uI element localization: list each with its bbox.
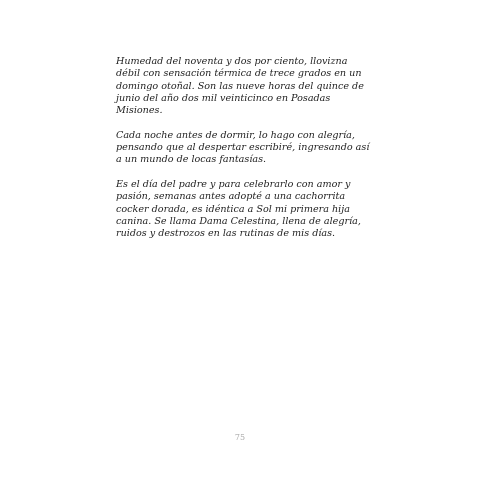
body-text — [116, 56, 370, 240]
page-number: 75 — [234, 433, 246, 442]
paragraph-3 — [116, 179, 366, 240]
paragraph-line: cocker dorada, es idéntica a Sol mi primera hija — [116, 203, 350, 215]
paragraph-line: ruidos y destrozos en las rutinas de mis días. — [116, 228, 336, 240]
paragraph-line: canina. Se llama Dama Celestina, llena de alegría, — [116, 215, 361, 227]
paragraph-2 — [116, 129, 370, 167]
paragraph-line: débil con sensación térmica de trece grados en un — [116, 68, 362, 80]
paragraph-line: Humedad del noventa y dos por ciento, llovizna — [116, 56, 348, 67]
paragraph-1 — [116, 56, 366, 117]
paragraph-line: Es el día del padre y para celebrarlo con amor y — [116, 178, 351, 190]
paragraph-line: pensando que al despertar escribiré, ingresando así — [116, 142, 370, 154]
paragraph-line: Misiones. — [116, 105, 163, 117]
paragraph-line: junio del año dos mil veinticinco en Posadas — [116, 92, 331, 104]
paragraph-line: a un mundo de locas fantasías. — [116, 154, 267, 166]
paragraph-line: domingo otoñal. Son las nueve horas del quince de — [116, 80, 364, 92]
paragraph-line: pasión, semanas antes adopté a una cachorrita — [116, 191, 346, 203]
paragraph-line: Cada noche antes de dormir, lo hago con alegría, — [116, 129, 355, 141]
